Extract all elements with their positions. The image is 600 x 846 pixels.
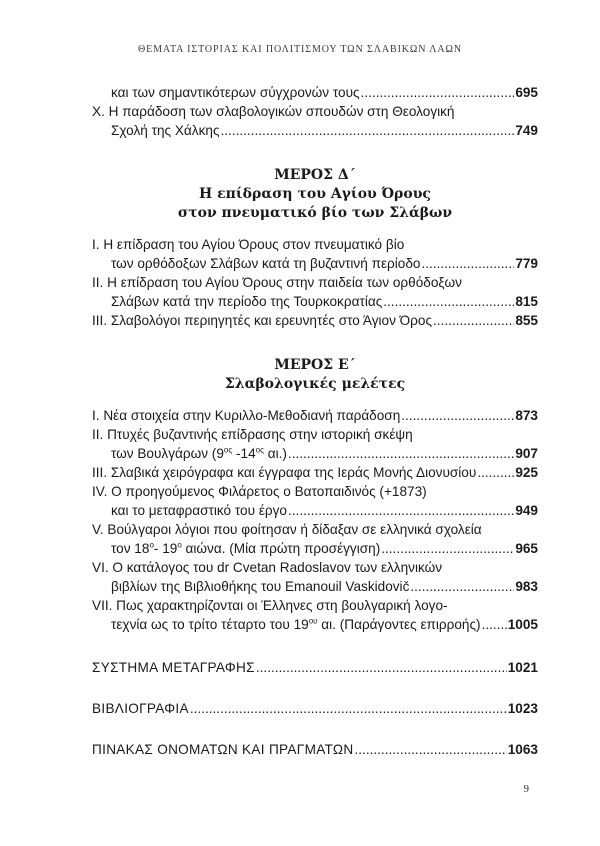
toc-entry-line [92,294,538,313]
toc-entry-line [92,237,538,256]
toc-entry-text: βιβλίων της Βιβλιοθήκης του Emanouil Vaskidovič [111,579,410,594]
toc-entry-text: και το μεταφραστικό του έργο [111,503,287,518]
toc-page-number: 1063 [507,742,538,757]
toc-entry-line [92,256,538,275]
toc-entry-text: τον $18^o-$ $19^o$ αιώνα. (Μία πρώτη προσέγγιση) [111,540,381,556]
dot-leader [381,541,514,556]
running-head: ΘΕΜΑΤΑ ΙΣΤΟΡΙΑΣ ΚΑΙ ΠΟΛΙΤΙΣΜΟΥ ΤΩΝ ΣΛΑΒΙΚΩΝ ΛΑΩΝ [138,44,462,55]
part-e-subtitle-1: Σλαβολογικές μελέτες [224,376,406,392]
dot-leader [477,465,514,480]
toc-entry [92,598,538,636]
toc-page-number: 949 [515,503,538,518]
toc-entry-text: V. Βούλγαροι λόγιοι που φοίτησαν ή δίδαξαν σε ελληνικά σχολεία [92,522,482,537]
part-d-entries [92,237,538,332]
part-d-title: ΜΕΡΟΣ Δ΄ [274,167,356,183]
toc-entry-text: VI. Ο κατάλογος του dr Cvetan Radoslavov των ελληνικών [92,560,443,575]
toc-page-number: 1023 [507,701,538,716]
toc-entry [92,560,538,598]
toc-entry-text: τεχνία ως το τρίτο τέταρτο του $19^{o\upsilon}$ αι. (Παράγοντες επιρροής) [111,616,481,632]
toc-entry-line [92,598,538,617]
toc-entry-line [92,446,538,465]
toc-page-number: 1021 [507,660,538,675]
toc-page-number: 855 [515,313,538,328]
toc-entry [92,408,538,427]
toc-entry-text: III. Σλαβολόγοι περιηγητές και ερευνητές στο Άγιον Όρος [92,313,433,328]
toc-entry-line [92,617,538,636]
toc-entry-text: και των σημαντικότερων σύγχρονών τους [111,85,360,100]
dot-leader [288,503,514,518]
back-matter-label: ΠΙΝΑΚΑΣ ΟΝΟΜΑΤΩΝ ΚΑΙ ΠΡΑΓΜΑΤΩΝ [92,742,354,757]
toc-page-number: 873 [515,408,538,423]
dot-leader [355,742,507,757]
part-d-heading [92,166,538,223]
part-d-subtitle-1: Η επίδραση του Αγίου Όρους [199,186,431,202]
toc-entry-text: III. Σλαβικά χειρόγραφα και έγγραφα της Ιεράς Μονής Διονυσίου [92,465,477,480]
toc-entry-line [92,313,538,332]
toc-entry [92,484,538,522]
toc-entry [92,237,538,275]
toc-entry-text: X. Η παράδοση των σλαβολογικών σπουδών στη Θεολογική [92,104,455,119]
dot-leader [361,85,515,100]
dot-leader [410,579,514,594]
toc-page-number: 695 [515,85,538,100]
toc-page-number: 925 [515,465,538,480]
toc-entry [92,275,538,313]
toc-entry-text: II. Πτυχές βυζαντινής επίδρασης στην ιστορική σκέψη [92,427,413,442]
dot-leader [256,660,507,675]
toc-page-number: 815 [515,294,538,309]
toc-entry-text: Σχολή της Χάλκης [111,123,220,138]
toc-entry-text: VII. Πως χαρακτηρίζονται οι Έλληνες στη βουλγαρική λογο- [92,598,448,613]
toc-entry-line [92,85,538,104]
dot-leader [401,408,514,423]
toc-entry-text: I. Νέα στοιχεία στην Κυριλλο-Μεθοδιανή παράδοση [92,408,401,423]
toc-entry-text: των Βουλγάρων ($9^{o\varsigma}$ $-14^{o\varsigma}$ αι.) [111,445,287,461]
page-number: 9 [523,783,529,795]
toc-entry-text: I. Η επίδραση του Αγίου Όρους στον πνευματικό βίο [92,237,405,252]
dot-leader [433,313,514,328]
toc-entry-line [92,484,538,503]
toc-entry-line [92,427,538,446]
toc-entry-text: Σλάβων κατά την περίοδο της Τουρκοκρατίας [111,294,383,309]
toc-page-number: 1005 [507,617,538,632]
toc-page-number: 779 [515,256,538,271]
dot-leader [482,617,507,632]
dot-leader [421,256,514,271]
back-matter-sections [92,660,538,761]
part-e-entries [92,408,538,636]
dot-leader [288,446,514,461]
back-matter-label: ΣΥΣΤΗΜΑ ΜΕΤΑΓΡΑΦΗΣ [92,660,255,675]
dot-leader [383,294,514,309]
back-matter-entry [92,742,538,761]
toc-page-number: 965 [515,541,538,556]
toc-entry-line [92,104,538,123]
toc-entry [92,522,538,560]
dot-leader [190,701,507,716]
table-of-contents [92,85,538,761]
toc-entry [92,427,538,465]
toc-page-number: 749 [515,123,538,138]
toc-entry-line [92,408,538,427]
toc-entry-line [92,503,538,522]
dot-leader [221,123,515,138]
toc-entry [92,85,538,104]
back-matter-entry [92,701,538,720]
toc-entry [92,465,538,484]
toc-entry-line [92,123,538,142]
toc-entry-line [92,522,538,541]
back-matter-entry [92,660,538,679]
toc-entry [92,313,538,332]
toc-page-number: 983 [515,579,538,594]
part-e-title: ΜΕΡΟΣ Ε΄ [274,357,356,373]
back-matter-label: ΒΙΒΛΙΟΓΡΑΦΙΑ [92,701,189,716]
toc-entry-text: II. Η επίδραση του Αγίου Όρους στην παιδεία των ορθόδοξων [92,275,462,290]
toc-entry-text: IV. Ο προηγούμενος Φιλάρετος ο Βατοπαιδινός (+1873) [92,484,427,499]
toc-page-number: 907 [515,446,538,461]
toc-entry-line [92,579,538,598]
part-e-heading [92,356,538,394]
toc-entry [92,104,538,142]
toc-entry-line [92,541,538,560]
toc-entry-line [92,275,538,294]
toc-entry-text: των ορθόδοξων Σλάβων κατά τη βυζαντινή περίοδο [111,256,421,271]
part-d-subtitle-2: στον πνευματικό βίο των Σλάβων [177,205,453,221]
toc-entry-line [92,560,538,579]
toc-entry-line [92,465,538,484]
top-entries [92,85,538,142]
